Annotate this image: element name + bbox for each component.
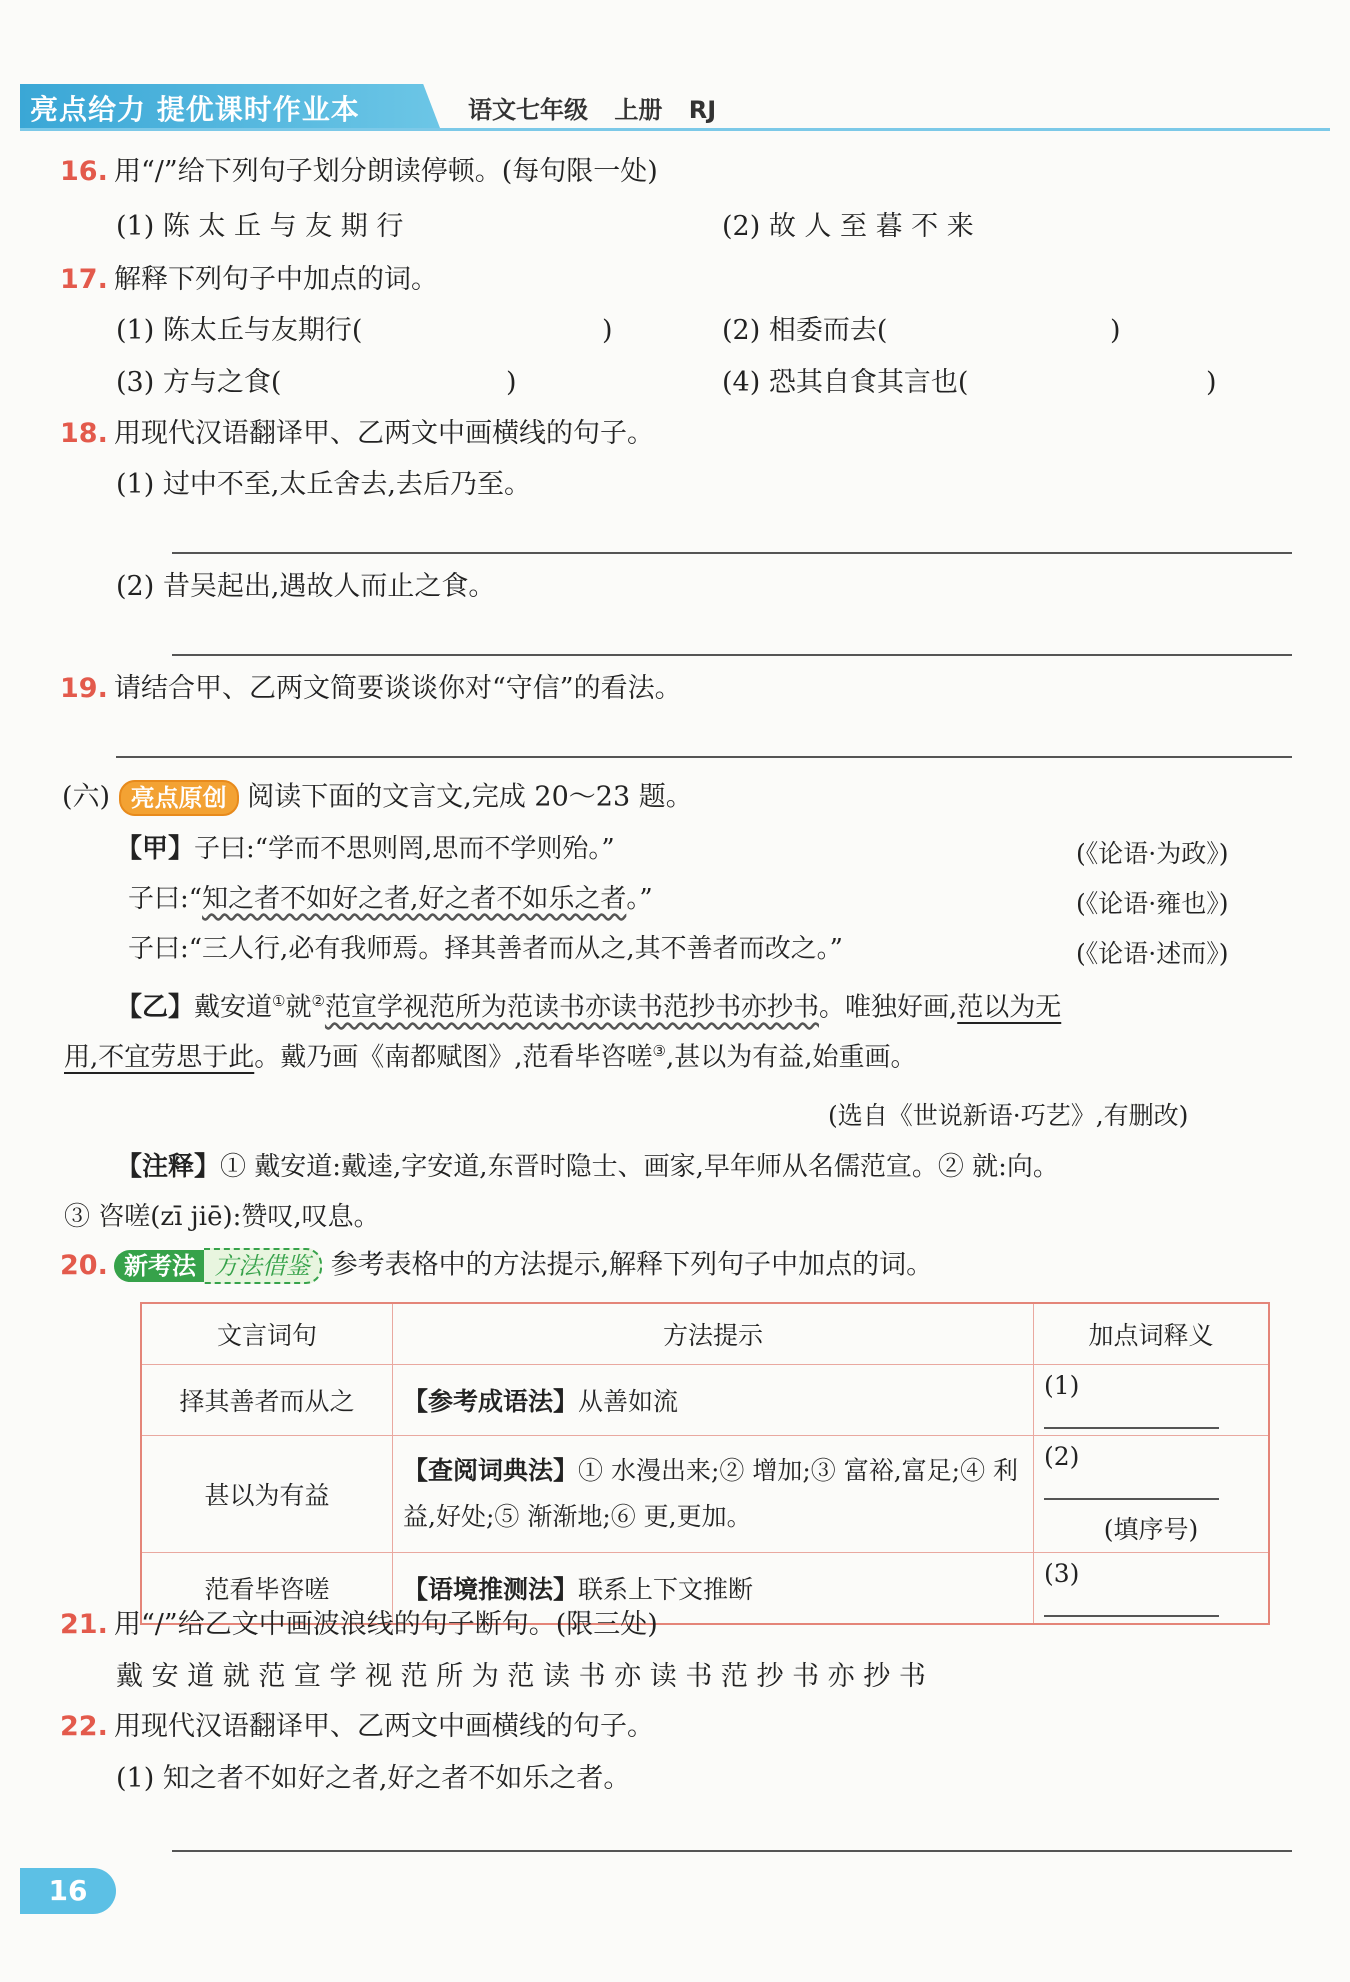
page-number: 16 [20, 1868, 116, 1914]
hint-cell [393, 1436, 1034, 1553]
answer-blank[interactable] [1044, 1472, 1219, 1500]
subject-info [468, 90, 716, 125]
q21-sentence[interactable]: 戴 安 道 就 范 宣 学 视 范 所 为 范 读 书 亦 读 书 范 抄 书 亦 抄 书 [116, 1661, 926, 1692]
source-note: (《论语·雍也》) [1076, 889, 1229, 918]
jia-line-2 [128, 882, 653, 916]
question-text: 解释下列句子中加点的词。 [114, 264, 438, 295]
table-row [141, 1436, 1269, 1553]
yi-line-1 [116, 984, 1061, 1025]
table-row [141, 1365, 1269, 1436]
answer-line[interactable] [116, 756, 1292, 758]
q17-item-1: (1) 陈太丘与友期行( [116, 315, 363, 346]
yi-text: 。戴乃画《南都赋图》,范看毕咨嗟 [254, 1042, 653, 1073]
fill-hint: (填序号) [1103, 1515, 1199, 1544]
answer-number: (1) [1044, 1371, 1080, 1400]
question-text: 用现代汉语翻译甲、乙两文中画横线的句子。 [114, 1711, 654, 1742]
yi-line-2 [64, 1034, 917, 1075]
answer-blank[interactable] [1044, 1589, 1219, 1617]
jia-tag: 【甲】 [116, 834, 195, 864]
jia-text: 子曰:“ [128, 884, 203, 914]
phrase-cell: 范看毕咨嗟 [141, 1553, 393, 1625]
underlined-sentence: 范以为无 [957, 992, 1062, 1023]
answer-line[interactable] [172, 552, 1292, 554]
footnote-mark: ② [311, 992, 325, 1010]
hint-text: ① 水漫出来;② 增加;③ 富裕,富足;④ 利益,好处;⑤ 渐渐地;⑥ 更,更加。 [403, 1456, 1019, 1531]
underlined-sentence: 知之者不如好之者,好之者不如乐之者 [202, 884, 627, 914]
yi-text: 就 [285, 992, 312, 1023]
q17-item-4: (4) 恐其自食其言也( [722, 367, 969, 398]
answer-cell[interactable] [1034, 1365, 1270, 1436]
notes-line-1 [116, 1150, 1059, 1184]
column-header: 方法提示 [393, 1303, 1034, 1365]
question-text: 参考表格中的方法提示,解释下列句子中加点的词。 [330, 1249, 934, 1281]
answer-number: (3) [1044, 1559, 1080, 1588]
answer-line[interactable] [172, 1850, 1292, 1852]
close-paren: ) [1110, 315, 1121, 346]
column-header: 加点词释义 [1034, 1303, 1270, 1365]
header-rule [20, 128, 1330, 131]
question-20 [60, 1248, 933, 1284]
close-paren: ) [506, 367, 517, 398]
question-number: 17. [60, 264, 108, 295]
phrase-cell: 择其善者而从之 [141, 1365, 393, 1436]
q17-item-3: (3) 方与之食( [116, 367, 282, 398]
series-title: 亮点给力 提优课时作业本 [30, 93, 360, 126]
close-paren: ) [1206, 367, 1217, 398]
question-text: 用“/”给下列句子划分朗读停顿。(每句限一处) [114, 156, 658, 187]
q16-item-1: (1) 陈 太 丘 与 友 期 行 [116, 211, 404, 242]
question-number: 22. [60, 1711, 108, 1742]
section-label: (六) [62, 781, 111, 813]
method-tag: 【查阅词典法】 [403, 1456, 579, 1485]
volume: 上册 [614, 96, 663, 124]
jia-text: 。” [626, 884, 653, 914]
method-tag: 【语境推测法】 [403, 1575, 579, 1604]
question-number: 18. [60, 418, 108, 449]
answer-cell[interactable] [1034, 1436, 1270, 1553]
question-text: 用现代汉语翻译甲、乙两文中画横线的句子。 [114, 418, 654, 449]
yi-text: 戴安道 [194, 992, 273, 1023]
method-table [140, 1302, 1270, 1625]
jia-line-1 [116, 832, 615, 866]
question-number: 20. [60, 1249, 108, 1281]
wavy-sentence: 范宣学视范所为范读书亦读书范抄书亦抄书 [324, 992, 819, 1023]
section-6-heading [62, 780, 693, 816]
new-method-badge: 新考法 [114, 1250, 204, 1282]
question-number: 19. [60, 673, 108, 704]
section-instruction: 阅读下面的文言文,完成 20～23 题。 [247, 781, 693, 813]
question-text: 用“/”给乙文中画波浪线的句子断句。(限三处) [114, 1609, 658, 1640]
question-18 [60, 417, 654, 451]
table-header-row [141, 1303, 1269, 1365]
close-paren: ) [602, 315, 613, 346]
method-tag: 【参考成语法】 [403, 1387, 579, 1416]
question-17 [60, 263, 438, 297]
answer-number: (2) [1044, 1442, 1080, 1471]
original-badge: 亮点原创 [119, 780, 239, 816]
notes-text: ① 戴安道:戴逵,字安道,东晋时隐士、画家,早年师从名儒范宣。② 就:向。 [220, 1152, 1059, 1182]
phrase-cell: 甚以为有益 [141, 1436, 393, 1553]
page-header [20, 84, 1330, 128]
q16-item-2: (2) 故 人 至 暮 不 来 [722, 211, 974, 242]
footnote-mark: ① [272, 992, 286, 1010]
hint-cell [393, 1365, 1034, 1436]
source-note: (《论语·为政》) [1076, 839, 1229, 868]
answer-line[interactable] [172, 654, 1292, 656]
method-badge: 方法借鉴 [204, 1248, 322, 1284]
q18-item-2: (2) 昔吴起出,遇故人而止之食。 [116, 571, 496, 602]
passage-source: (选自《世说新语·巧艺》,有删改) [828, 1101, 1189, 1130]
question-number: 21. [60, 1609, 108, 1640]
jia-text: 子曰:“学而不思则罔,思而不学则殆。” [194, 834, 615, 864]
column-header: 文言词句 [141, 1303, 393, 1365]
yi-text: 。唯独好画, [818, 992, 958, 1023]
hint-text: 联系上下文推断 [578, 1575, 754, 1604]
jia-line-3: 子曰:“三人行,必有我师焉。择其善者而从之,其不善者而改之。” [128, 934, 843, 964]
source-note: (《论语·述而》) [1076, 939, 1229, 968]
question-21 [60, 1608, 658, 1642]
answer-cell[interactable] [1034, 1553, 1270, 1625]
answer-blank[interactable] [1044, 1401, 1219, 1429]
q18-item-1: (1) 过中不至,太丘舍去,去后乃至。 [116, 469, 531, 500]
notes-line-2: ③ 咨嗟(zī jiē):赞叹,叹息。 [64, 1202, 380, 1232]
footnote-mark: ③ [652, 1042, 666, 1060]
subject: 语文七年级 [468, 96, 588, 124]
question-22 [60, 1710, 654, 1744]
underlined-sentence: 用,不宜劳思于此 [64, 1042, 255, 1073]
q22-item-1: (1) 知之者不如好之者,好之者不如乐之者。 [116, 1763, 631, 1794]
notes-tag: 【注释】 [116, 1152, 221, 1182]
question-16 [60, 155, 658, 189]
yi-tag: 【乙】 [116, 992, 195, 1023]
question-19 [60, 672, 682, 706]
question-number: 16. [60, 156, 108, 187]
q17-item-2: (2) 相委而去( [722, 315, 888, 346]
question-text: 请结合甲、乙两文简要谈谈你对“守信”的看法。 [114, 673, 682, 704]
hint-text: 从善如流 [578, 1387, 679, 1416]
edition: RJ [688, 96, 717, 124]
yi-text: ,甚以为有益,始重画。 [665, 1042, 917, 1073]
